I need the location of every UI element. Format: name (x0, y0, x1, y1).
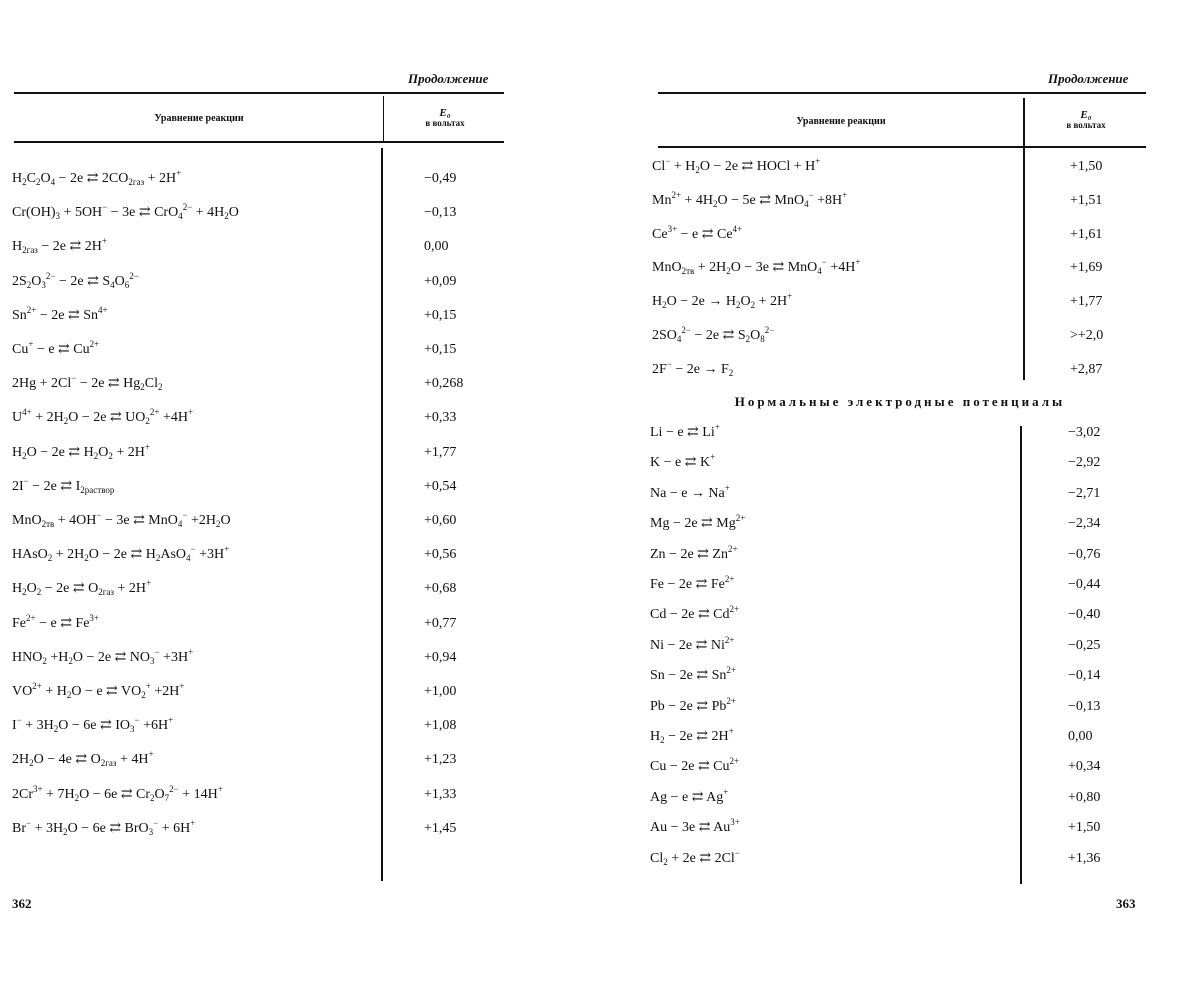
value-unit: в вольтах (425, 118, 465, 128)
potential-value: −2,34 (1068, 516, 1101, 532)
table-row (12, 301, 492, 331)
reaction-equation: Cu+ − e ⇄ $Cu^{2+}$ (12, 339, 100, 357)
table-row (650, 752, 1150, 782)
reaction-equation: $H_2O - 2e \to H_2O_2 + 2H^+$ (652, 291, 793, 311)
table-row (652, 186, 1152, 216)
table-row (650, 479, 1150, 509)
potential-value: +1,69 (1070, 260, 1103, 276)
reaction-equation: $MnO_{2тв} + 2H_2O - 3e$ ⇄ MnO$_4$− +4H+ (652, 257, 861, 277)
table-row (650, 844, 1150, 874)
potential-value: −2,92 (1068, 455, 1101, 471)
potential-value: +1,33 (424, 786, 457, 802)
reaction-equation: $H_2 - 2e$ ⇄ 2H+ (650, 726, 734, 745)
potential-value: +1,77 (424, 444, 457, 460)
continued-label: Продолжение (408, 71, 489, 86)
reaction-equation: Ag − e ⇄ Ag+ (650, 786, 729, 805)
potential-value: +1,45 (424, 820, 457, 836)
potential-value: +0,80 (1068, 789, 1101, 805)
table-row (12, 506, 492, 536)
section-title: Нормальные электродные потенциалы (734, 394, 1066, 409)
potential-value: +0,34 (1068, 759, 1101, 775)
table-row (650, 631, 1150, 661)
reaction-equation: $2Cr^{3+} + 7H_2O - 6e$ ⇄ $Cr_2O_7^{2-} + 14H^+$ (12, 783, 223, 803)
table-row (650, 448, 1150, 478)
reaction-equation: Zn − 2e ⇄ $Zn^{2+}$ (650, 543, 738, 562)
potential-value: +2,87 (1070, 361, 1103, 377)
reaction-equation: $H_{2газ} - 2e$ ⇄ 2H+ (12, 236, 107, 256)
reaction-equation: $Ce^{3+} - e$ ⇄ $Ce^{4+}$ (652, 223, 743, 242)
potential-value: +1,50 (1070, 159, 1103, 174)
column-header-equation: Уравнение реакции (154, 113, 244, 124)
reaction-equation: Cd − 2e ⇄ $Cd^{2+}$ (650, 604, 740, 623)
potential-value: +0,15 (424, 307, 457, 323)
reaction-equation: $Cl^- + H_2O - 2e$ ⇄ HOCl + H+ (652, 156, 821, 175)
potential-value: +1,77 (1070, 294, 1103, 310)
value-symbol: E₀ (439, 107, 451, 119)
table-row (650, 692, 1150, 722)
potential-value: +0,268 (424, 376, 464, 392)
potential-value: +0,54 (424, 478, 457, 494)
table-row (12, 677, 492, 707)
potential-value: −0,14 (1068, 668, 1101, 684)
reaction-equation: $Sn^{2+} - 2e$ ⇄ $Sn^{4+}$ (12, 304, 108, 323)
reaction-equation: Cu − 2e ⇄ $Cu^{2+}$ (650, 756, 740, 775)
reaction-equation: K − e ⇄ K+ (650, 452, 716, 471)
table-row (650, 813, 1150, 843)
reaction-equation: Au − 3e ⇄ $Au^{3+}$ (650, 817, 740, 836)
table-row (652, 287, 1152, 317)
potential-value: >+2,0 (1070, 328, 1104, 343)
page-number: 362 (12, 896, 32, 911)
reaction-equation: Fe − 2e ⇄ $Fe^{2+}$ (650, 574, 735, 592)
potential-value: +1,23 (424, 752, 457, 768)
table-row (12, 369, 492, 399)
continued-label: Продолжение (1048, 71, 1129, 86)
potential-value: 0,00 (1068, 729, 1093, 744)
potential-value: +1,50 (1068, 820, 1101, 836)
table-row (650, 661, 1150, 691)
potential-value: +0,94 (424, 649, 457, 665)
reaction-equation: $H_2C_2O_4 - 2e$ ⇄ $2CO_{2газ} + 2H^+$ (12, 168, 182, 187)
reaction-equation: $2H_2O - 4e$ ⇄ $O_{2газ} + 4H^+$ (12, 749, 154, 769)
table-row (652, 220, 1152, 250)
reaction-equation: 2Hg + 2Cl− − 2e ⇄ $Hg_2Cl_2$ (12, 373, 163, 393)
potential-value: −0,25 (1068, 637, 1101, 653)
reaction-equation: $Fe^{2+} - e$ ⇄ $Fe^{3+}$ (12, 612, 99, 631)
table-row (12, 403, 492, 433)
potential-value: −0,44 (1068, 577, 1101, 592)
reaction-equation: $H_2O - 2e$ ⇄ $H_2O_2 + 2H^+$ (12, 441, 150, 461)
table-row (650, 600, 1150, 630)
potential-value: −2,71 (1068, 485, 1101, 501)
table-row (12, 780, 492, 810)
table-row (12, 438, 492, 468)
table-header-rule (658, 146, 1146, 148)
column-header-value (1026, 110, 1146, 130)
reaction-equation: $VO^{2+} + H_2O - e$ ⇄ $VO_2^+ +2H^+$ (12, 681, 185, 700)
table-row (12, 198, 492, 228)
reaction-equation: HAsO$_2$ + $2H_2O - 2e$ ⇄ $H_2AsO_4^- +3H^+$ (12, 544, 230, 564)
table-row (650, 783, 1150, 813)
table-top-rule (658, 92, 1146, 94)
table-row (12, 267, 492, 297)
column-header-equation: Уравнение реакции (796, 116, 886, 127)
value-symbol: E₀ (1080, 109, 1092, 121)
potential-value: +0,56 (424, 547, 457, 563)
reaction-equation: $Br^- + 3H_2O - 6e$ ⇄ BrO$_3$− + 6H+ (12, 817, 196, 837)
table-row (12, 745, 492, 775)
table-row (12, 232, 492, 262)
potential-value: −0,13 (1068, 698, 1101, 714)
reaction-equation: $U^{4+} + 2H_2O - 2e$ ⇄ $UO_2^{2+} +4H^+$ (12, 407, 194, 427)
column-header-value (386, 108, 504, 128)
potential-value: +1,08 (424, 718, 457, 734)
value-unit: в вольтах (1066, 120, 1106, 130)
table-row (12, 164, 492, 194)
table-row (650, 509, 1150, 539)
reaction-equation: $Mn^{2+} + 4H_2O - 5e$ ⇄ MnO$_4$− +8H+ (652, 189, 848, 209)
table-row (12, 711, 492, 741)
table-header-rule (14, 141, 504, 143)
table-row (12, 814, 492, 844)
header-column-divider (383, 96, 384, 142)
reaction-equation: $2SO_4^{2-} - 2e$ ⇄ $S_2O_8^{2-}$ (652, 325, 775, 344)
table-top-rule (14, 92, 504, 94)
table-row (652, 321, 1152, 351)
table-row (12, 472, 492, 502)
potential-value: −0,49 (424, 171, 457, 186)
reaction-equation: Ni − 2e ⇄ $Ni^{2+}$ (650, 634, 735, 653)
table-row (12, 609, 492, 639)
reaction-equation: $H_2O_2 - 2e$ ⇄ $O_{2газ} + 2H^+$ (12, 578, 152, 598)
potential-value: +0,15 (424, 342, 457, 357)
reaction-equation: $HNO_2 +H_2O - 2e$ ⇄ $NO_3^- +3H^+$ (12, 646, 194, 666)
potential-value: 0,00 (424, 239, 449, 255)
table-row (12, 574, 492, 604)
potential-value: −0,76 (1068, 546, 1101, 562)
table-row (652, 355, 1152, 385)
reaction-equation: $I^- + 3H_2O - 6e$ ⇄ $IO_3^- +6H^+$ (12, 715, 174, 735)
potential-value: −3,02 (1068, 425, 1101, 440)
potential-value: +1,61 (1070, 226, 1103, 242)
potential-value: +0,77 (424, 615, 457, 631)
reaction-equation: $Cl_2 + 2e$ ⇄ 2Cl− (650, 847, 740, 867)
table-row (650, 418, 1150, 448)
reaction-equation: MnO$_{2тв}$ + 4OH− − 3e ⇄ $MnO_4^- +2H_2O$ (12, 510, 231, 529)
potential-value: +1,36 (1068, 850, 1101, 866)
table-row (12, 540, 492, 570)
table-row (650, 570, 1150, 600)
table-row (652, 152, 1152, 182)
page-number: 363 (1116, 896, 1136, 911)
table-row (12, 335, 492, 365)
reaction-equation: $2S_2O_3^{2-} - 2e$ ⇄ $S_4O_6^{2-}$ (12, 270, 139, 290)
table-row (650, 540, 1150, 570)
reaction-equation: Li − e ⇄ Li+ (650, 422, 720, 440)
potential-value: −0,40 (1068, 607, 1101, 623)
potential-value: +0,68 (424, 581, 457, 597)
table-row (12, 643, 492, 673)
reaction-equation: Na − e → Na+ (650, 482, 730, 501)
potential-value: −0,13 (424, 205, 457, 221)
reaction-equation: Mg − 2e ⇄ $Mg^{2+}$ (650, 513, 746, 532)
table-row (652, 253, 1152, 283)
potential-value: +0,60 (424, 513, 457, 528)
potential-value: +1,00 (424, 684, 457, 699)
reaction-equation: 2I− − 2e ⇄ $I_{2раствор}$ (12, 475, 115, 495)
potential-value: +0,09 (424, 273, 457, 289)
potential-value: +1,51 (1070, 192, 1103, 208)
table-row (650, 722, 1150, 752)
reaction-equation: Pb − 2e ⇄ $Pb^{2+}$ (650, 695, 736, 714)
reaction-equation: Sn − 2e ⇄ $Sn^{2+}$ (650, 665, 736, 684)
reaction-equation: $2F^- - 2e \to F_2$ (652, 358, 734, 378)
reaction-equation: $Cr(OH)_3 + 5OH^- - 3e$ ⇄ $CrO_4^{2-} + 4H_2O$ (12, 202, 239, 222)
potential-value: +0,33 (424, 410, 457, 426)
